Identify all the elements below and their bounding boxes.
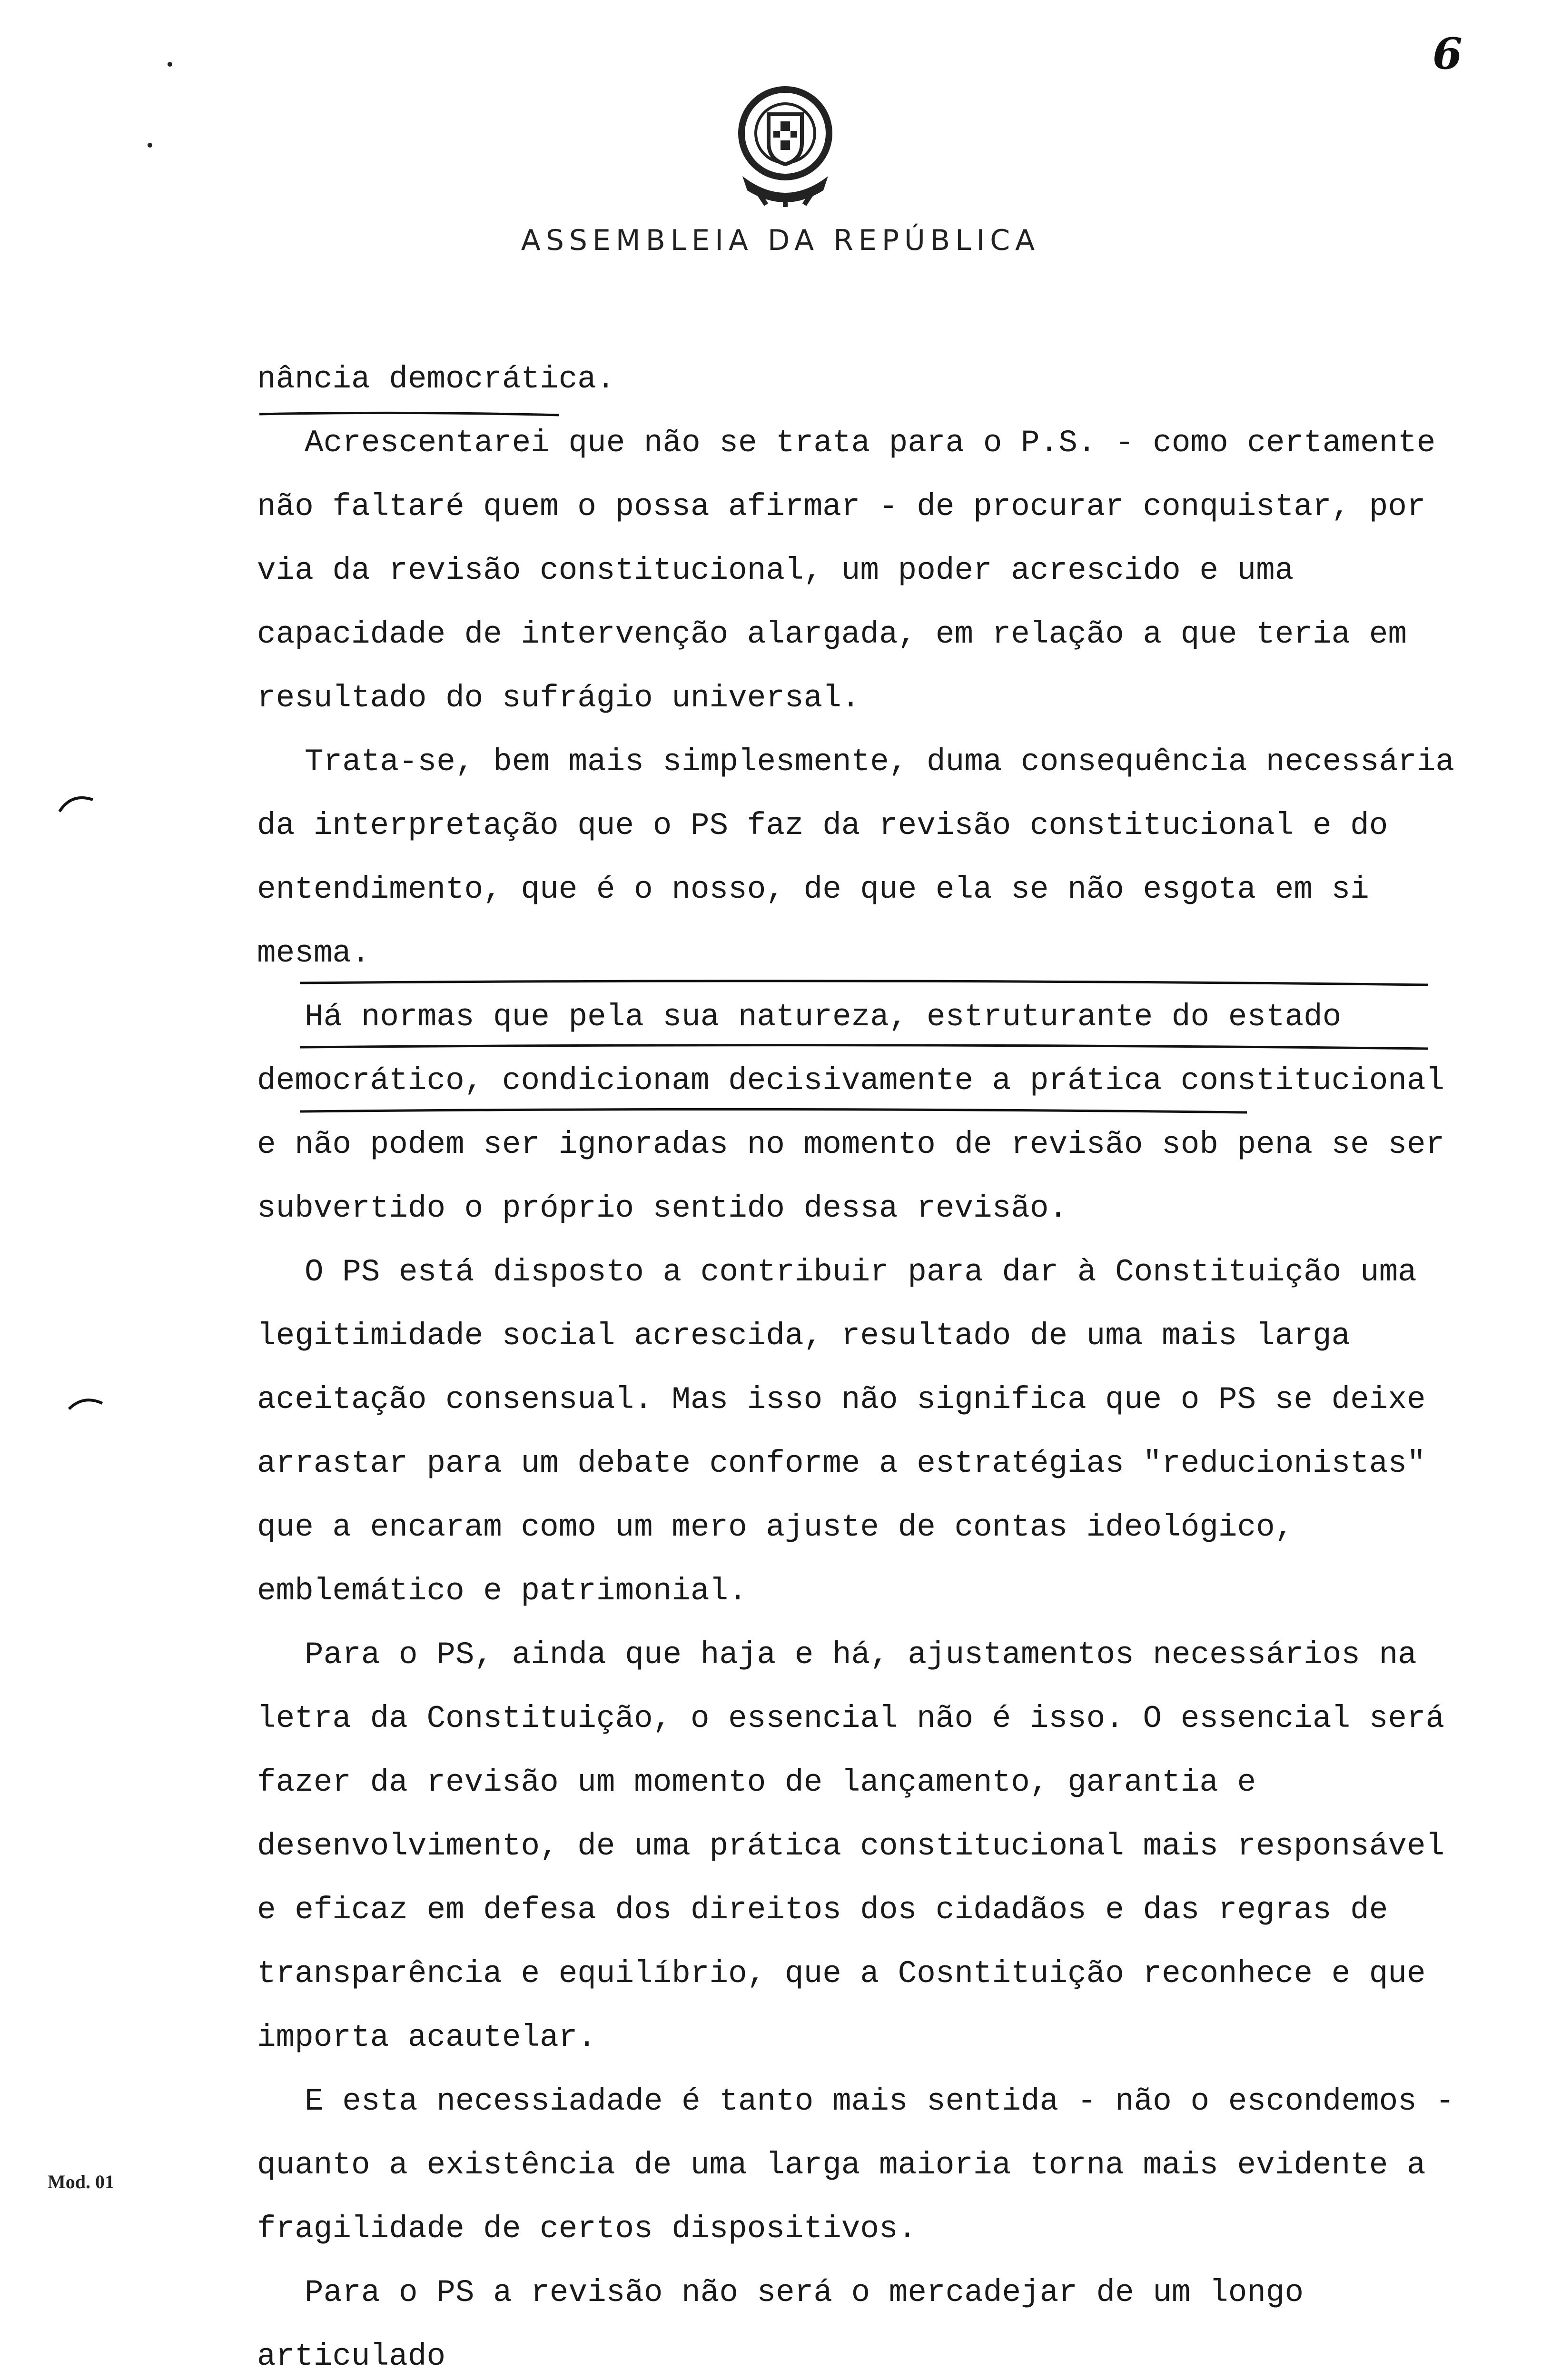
paragraph: Para o PS a revisão não será o mercadejar de um longo articulado xyxy=(257,2275,1304,2374)
paragraph: O PS está disposto a contribuir para dar à Constituição uma legitimidade social acrescida, resultado de uma mais larga aceitação consensual. Mas isso não significa que o PS se deixe arrastar para um debate conforme a estratégias "reducionistas" que a encaram como um mero ajuste de contas ideológico, emblemático e patrimonial. xyxy=(257,1254,1426,1609)
margin-mark-icon xyxy=(57,790,95,814)
paragraph: E esta necessiadade é tanto mais sentida - não o escondemos - quanto a existência de uma larga maioria torna mais evidente a fragilidade de certos dispositivos. xyxy=(257,2083,1454,2247)
document-body xyxy=(257,347,1456,2380)
paragraph: Trata-se, bem mais simplesmente, duma consequência necessária da interpretação que o PS faz da revisão constitucional e do entendimento, que é o nosso, de que ela se não esgota em si mesma. xyxy=(257,744,1454,971)
form-code: Mod. 01 xyxy=(48,2171,114,2192)
margin-mark-icon xyxy=(67,1390,105,1414)
paragraph: Há normas que pela sua natureza, estruturante do estado democrático, condicionam decisivamente a prática constitucional e não podem ser ignoradas no momento de revisão sob pena se ser subvertido o próprio sentido dessa revisão. xyxy=(257,999,1445,1226)
handwritten-underline xyxy=(257,409,562,419)
page-number: 6 xyxy=(1433,29,1462,79)
paragraph: Para o PS, ainda que haja e há, ajustamentos necessários na letra da Constituição, o essencial não é isso. O essencial será fazer da revisão um momento de lançamento, garantia e desenvolvimento, de uma prática constitucional mais responsável e eficaz em defesa dos direitos dos cidadãos e das regras de transparência e equilíbrio, que a Cosntituição reconhece e que importa acautelar. xyxy=(257,1637,1445,2055)
paragraph: nância democrática. xyxy=(257,361,615,397)
handwritten-underline xyxy=(295,978,1437,1130)
page-title: ASSEMBLEIA DA REPÚBLICA xyxy=(521,224,1040,257)
paragraph: Acrescentarei que não se trata para o P.S. - como certamente não faltaré quem o possa afirmar - de procurar conquistar, por via da revisão constitucional, um poder acrescido e uma capacidade de intervenção alargada, em relação a que teria em resultado do sufrágio universal. xyxy=(257,425,1436,716)
punch-mark xyxy=(148,143,152,148)
coat-of-arms-icon xyxy=(728,81,842,209)
punch-mark xyxy=(168,62,172,67)
